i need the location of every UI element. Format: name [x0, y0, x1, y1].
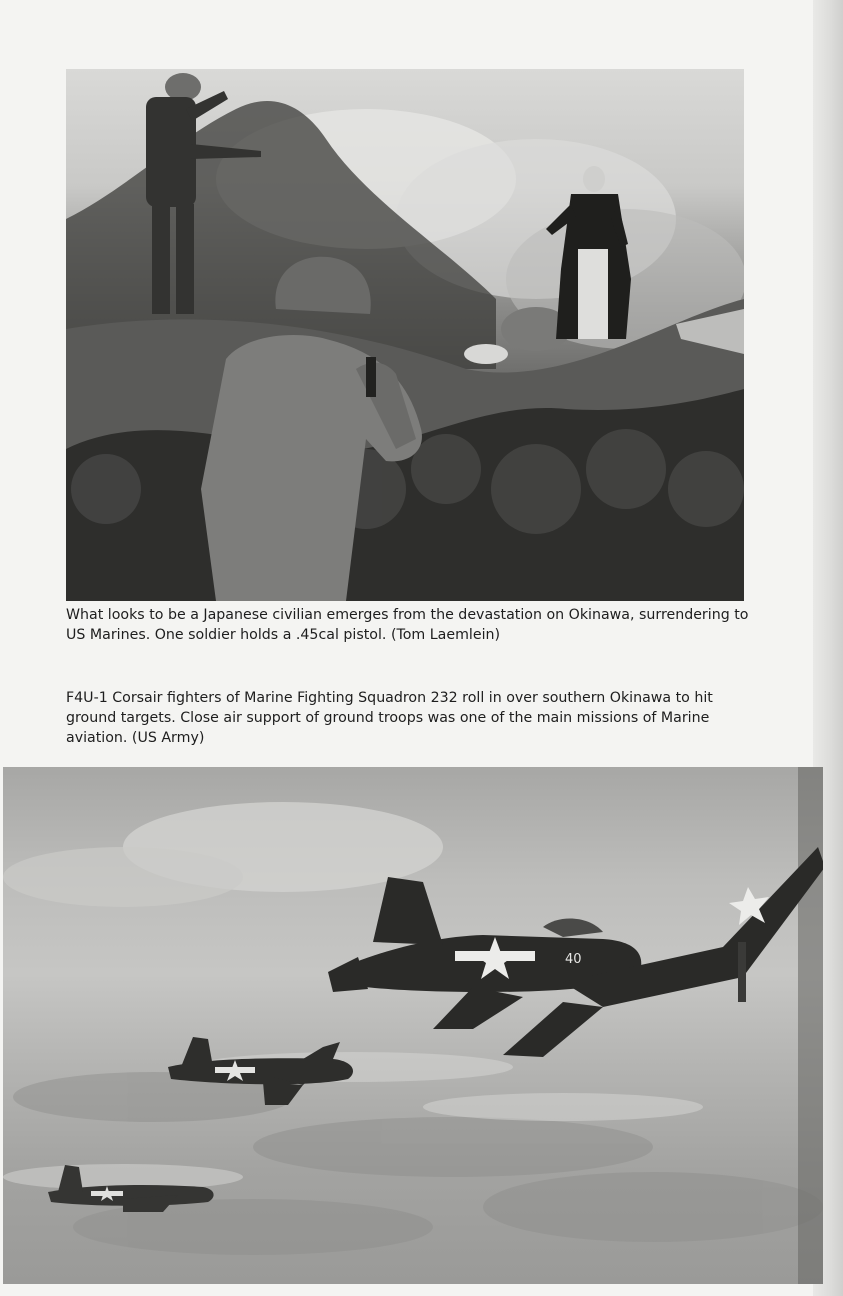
photo-corsairs-okinawa — [3, 767, 823, 1284]
photo-marines-okinawa — [66, 69, 744, 601]
photo-marines-illustration — [66, 69, 744, 601]
caption-top-photo: What looks to be a Japanese civilian emerges from the devastation on Okinawa, surrendering to US Marines. One soldier holds a .45cal pistol. (Tom Laemlein) — [66, 607, 749, 643]
photo-corsairs-illustration — [3, 767, 823, 1284]
caption-bottom-photo: F4U-1 Corsair fighters of Marine Fighting Squadron 232 roll in over southern Okinawa to hit ground targets. Close air support of ground troops was one of the main missions of Marine aviation. (US Army) — [66, 690, 713, 746]
aircraft-number: 40 — [565, 952, 582, 967]
